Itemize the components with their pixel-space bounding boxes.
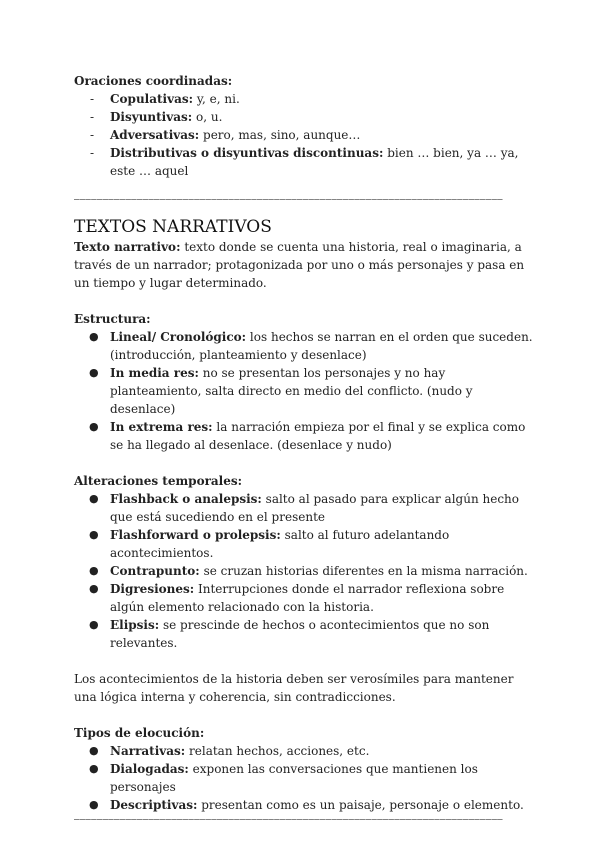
list-item: ● In media res: no se presentan los personajes y no hay planteamiento, salta directo en medio del conflicto. (nudo y desenlace) [89,366,473,416]
list-item: - Distributivas o disyuntivas discontinuas: bien … bien, ya … ya, este … aquel [90,146,519,178]
bullet-marker: ● [89,420,99,433]
dash-marker: - [90,146,95,160]
dash-marker: - [90,110,95,124]
list-item: ● Contrapunto: se cruzan historias diferentes en la misma narración. [89,564,528,578]
document-page [74,72,534,826]
bullet-marker: ● [89,744,99,757]
dash-marker: - [90,92,95,106]
bullet-marker: ● [89,528,99,541]
list-item: ● Flashback o analepsis: salto al pasado para explicar algún hecho que está sucediendo en el presente [89,492,519,524]
coordinadas-heading: Oraciones coordinadas: [74,74,233,88]
separator-line: ——————————————————————————————————————————————————————————————————————————— [74,815,503,825]
list-item: - Adversativas: pero, mas, sino, aunque… [90,128,361,142]
bullet-marker: ● [89,366,99,379]
list-item: ● Digresiones: Interrupciones donde el narrador reflexiona sobre algún elemento relacionado con la historia. [89,582,505,614]
bullet-marker: ● [89,564,99,577]
bullet-marker: ● [89,618,99,631]
list-item: ● Elipsis: se prescinde de hechos o acontecimientos que no son relevantes. [89,618,490,650]
dash-marker: - [90,128,95,142]
list-item: ● Lineal/ Cronológico: los hechos se narran en el orden que suceden. (introducción, planteamiento y desenlace) [89,330,533,362]
list-item: - Copulativas: y, e, ni. [90,92,240,106]
elocucion-list [74,742,534,814]
list-item: ● In extrema res: la narración empieza por el final y se explica como se ha llegado al desenlace. (desenlace y nudo) [89,420,526,452]
section-title: TEXTOS NARRATIVOS [74,217,272,237]
bullet-marker: ● [89,798,99,811]
separator-line: ——————————————————————————————————————————————————————————————————————————— [74,195,503,205]
bullet-marker: ● [89,582,99,595]
list-item: ● Descriptivas: presentan como es un paisaje, personaje o elemento. [89,798,524,812]
bullet-marker: ● [89,492,99,505]
definition-paragraph: Texto narrativo: texto donde se cuenta una historia, real o imaginaria, a través de un narrador; protagonizada por uno o más personajes y pasa en un tiempo y lugar determinado. [74,240,525,290]
estructura-list [74,328,534,454]
coordinadas-list [74,90,534,180]
bullet-marker: ● [89,762,99,775]
bullet-marker: ● [89,330,99,343]
alteraciones-heading: Alteraciones temporales: [74,474,243,488]
list-item: ● Flashforward o prolepsis: salto al futuro adelantando acontecimientos. [89,528,450,560]
verosimil-paragraph: Los acontecimientos de la historia deben ser verosímiles para mantener una lógica interna y coherencia, sin contradicciones. [74,672,514,704]
list-item: ● Narrativas: relatan hechos, acciones, etc. [89,744,370,758]
estructura-heading: Estructura: [74,312,151,326]
list-item: - Disyuntivas: o, u. [90,110,223,124]
alteraciones-list [74,490,534,652]
list-item: ● Dialogadas: exponen las conversaciones que mantienen los personajes [89,762,478,794]
elocucion-heading: Tipos de elocución: [74,726,205,740]
